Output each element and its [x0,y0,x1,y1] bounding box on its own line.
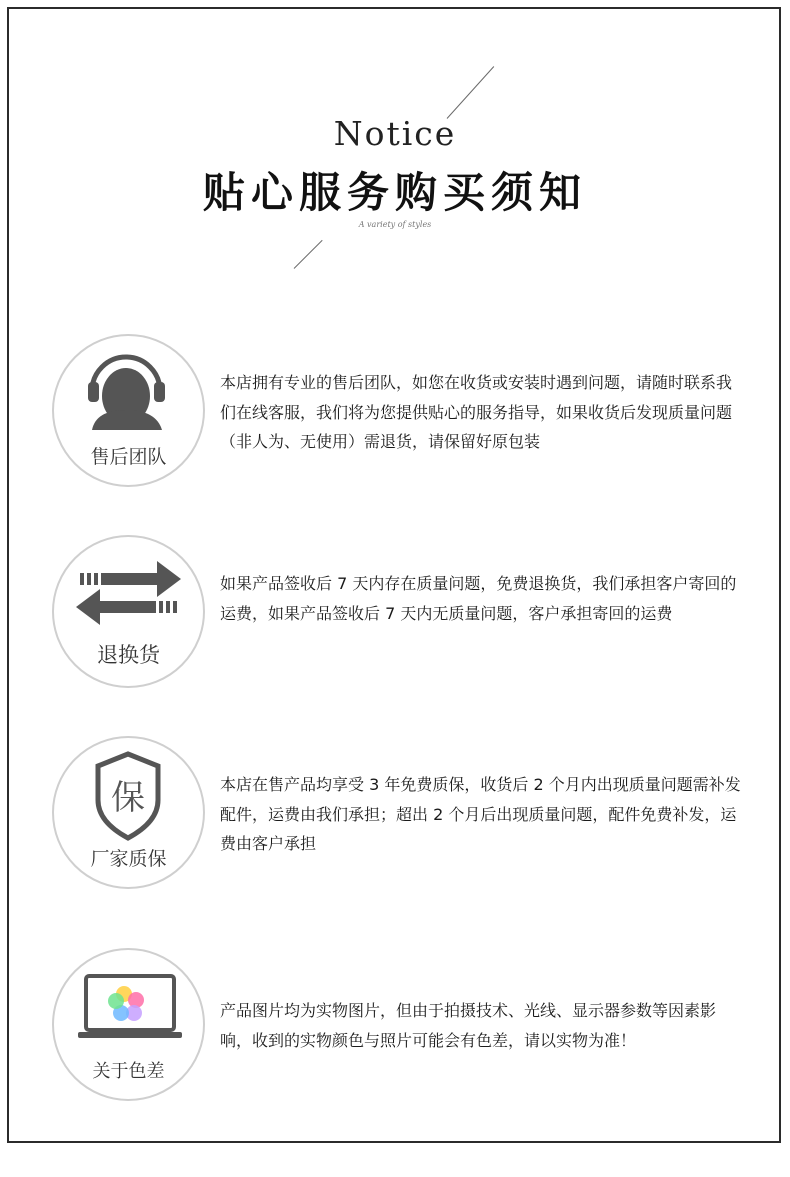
notice-header [0,0,790,300]
decor-line-bottom [294,240,323,269]
warranty-label: 厂家质保 [90,848,167,870]
returns-badge [52,535,205,688]
notice-subtitle: A variety of styles [358,220,432,229]
after-sales-label: 售后团队 [90,446,167,468]
warranty-badge [52,736,205,889]
color-difference-text: 产品图片均为实物图片，但由于拍摄技术、光线、显示器参数等因素影响，收到的实物颜色与照片可能会有色差，请以实物为准！ [220,1001,717,1050]
section-color-difference [0,948,790,1108]
after-sales-text: 本店拥有专业的售后团队，如您在收货或安装时遇到问题，请随时联系我们在线客服，我们将为您提供贴心的服务指导，如果收货后发现质量问题（非人为、无使用）需退货，请保留好原包装 [220,373,733,451]
color-difference-badge [52,948,205,1101]
returns-label: 退换货 [97,643,160,667]
decor-line-top [447,66,495,119]
warranty-text: 本店在售产品均享受 3 年免费质保，收货后 2 个月内出现质量问题需补发配件，运费由我们承担；超出 2 个月后出现质量问题，配件免费补发，运费由客户承担 [220,775,741,853]
shield-char: 保 [111,778,145,818]
section-warranty [0,736,790,896]
returns-text: 如果产品签收后 7 天内存在质量问题，免费退换货，我们承担客户寄回的运费，如果产品签收后 7 天内无质量问题，客户承担寄回的运费 [220,574,737,623]
notice-title-en: Notice [333,114,457,153]
section-after-sales [0,334,790,494]
section-returns [0,535,790,695]
color-difference-label: 关于色差 [92,1061,165,1082]
after-sales-badge [52,334,205,487]
notice-title-cn: 贴心服务购买须知 [202,168,587,217]
